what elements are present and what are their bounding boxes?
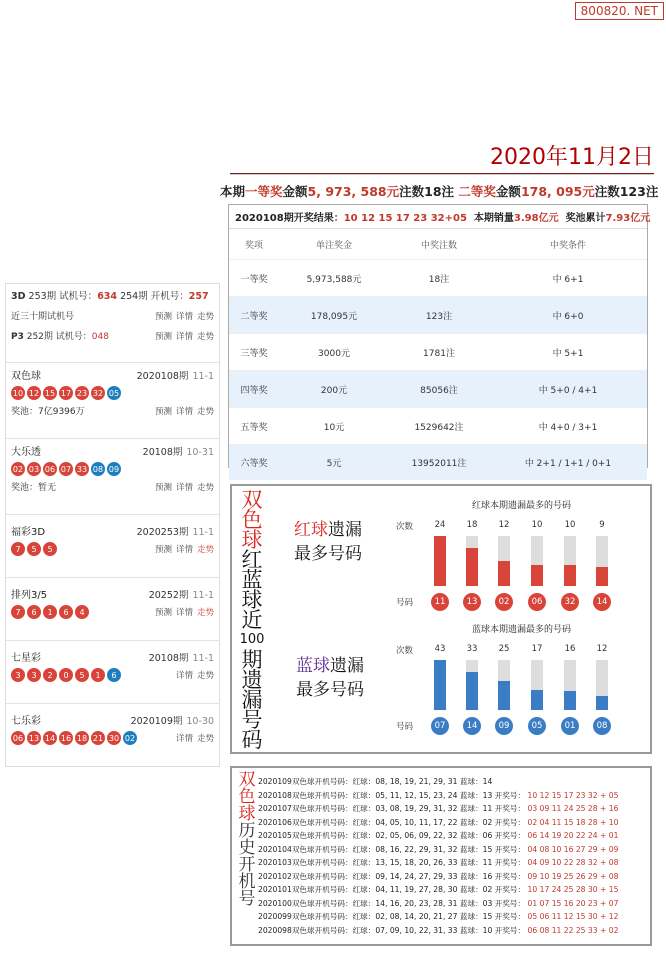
miss-chart-panel [230,484,652,754]
red-miss-label: 红球遗漏 最多号码 [294,520,362,564]
section-fc3d: 福彩3D 2020253期 11-1 7 5 5 预测 详情 走势 [6,515,219,578]
number-label: 号码 [396,598,414,608]
link-detail[interactable]: 详情 [175,545,193,555]
blue-miss-label: 蓝球遗漏 最多号码 [296,656,364,700]
red-ball: 18 [75,731,89,745]
link-detail[interactable]: 详情 [175,734,193,744]
link-predict[interactable]: 预测 [154,406,172,417]
red-bar [531,565,543,586]
section-pl35: 排列3/5 20252期 11-1 7 6 1 6 4 预测 详情 走势 [6,578,219,641]
red-ball: 6 [27,605,41,619]
link-trend[interactable]: 走势 [196,406,214,417]
red-ball: 23 [75,386,89,400]
section-3d [6,284,219,363]
red-ball: 03 [27,462,41,476]
red-ball: 5 [43,542,57,556]
history-row: 2020105双色球开机号码：红球：02, 05, 06, 09, 22, 32 蓝球：06 开奖号： 06 14 19 20 22 24 + 01 [258,831,619,840]
history-row: 2020107双色球开机号码：红球：03, 08, 19, 29, 31, 32 蓝球：11 开奖号： 03 09 11 24 25 28 + 16 [258,804,619,813]
blue-count-label: 12 [596,644,608,654]
pl35-balls [11,605,89,619]
miss-vertical-title: 双 色 球 红 蓝 球 近 100 期 遗 漏 号 码 [239,488,265,752]
watermark: 800820. NET [575,2,664,20]
blue-bar [596,696,608,710]
dlt-balls [11,462,214,476]
divider [230,174,654,175]
red-bar [434,536,446,586]
blue-ball: 6 [107,668,121,682]
link-trend[interactable]: 走势 [196,331,214,342]
red-ball: 16 [59,731,73,745]
red-ball: 11 [431,593,449,611]
prize-table [228,204,651,469]
lottery-name[interactable]: 排列3/5 [11,590,48,601]
red-ball: 06 [43,462,57,476]
blue-ball: 09 [107,462,121,476]
pool-text: 奖池：暂无 [11,483,57,493]
blue-ball: 08 [91,462,105,476]
red-ball: 15 [43,386,57,400]
history-row: 2020106双色球开机号码：红球：04, 05, 10, 11, 17, 22 蓝球：02 开奖号： 02 04 11 15 18 28 + 10 [258,817,619,827]
history-row: 2020098双色球开机号码：红球：07, 09, 10, 22, 31, 33 蓝球：10 开奖号： 06 08 11 22 25 33 + 02 [258,925,619,935]
history-vertical-title: 双 色 球 历 史 开 机 号 [238,770,256,909]
red-bar [466,548,478,586]
table-header: 奖项 单注奖金 中奖注数 中奖条件 [229,229,647,260]
blue-ball: 01 [561,717,579,735]
3d-sub-label: 近三十期试机号 [11,312,75,322]
link-trend[interactable]: 走势 [196,311,214,322]
number-label: 号码 [396,722,414,732]
red-ball: 13 [27,731,41,745]
history-row: 2020100双色球开机号码：红球：14, 16, 20, 23, 28, 31 蓝球：03 开奖号： 01 07 15 16 20 23 + 07 [258,898,619,908]
history-row: 2020103双色球开机号码：红球：13, 15, 18, 20, 26, 33 蓝球：11 开奖号： 04 09 10 22 28 32 + 08 [258,858,619,867]
table-row: 五等奖 10元 1529642注 中 4+0 / 3+1 [229,408,647,445]
table-row: 六等奖 5元 13952011注 中 2+1 / 1+1 / 0+1 [229,445,647,480]
link-predict[interactable]: 预测 [154,482,172,493]
link-detail[interactable]: 详情 [175,671,193,681]
blue-bar [498,681,510,710]
blue-ball: 05 [528,717,546,735]
blue-ball: 14 [463,717,481,735]
blue-chart-title: 蓝球本期遗漏最多的号码 [472,625,572,635]
red-ball: 14 [593,593,611,611]
history-row: 2020108双色球开机号码：红球：05, 11, 12, 15, 23, 24 蓝球：13 开奖号： 10 12 15 17 23 32 + 05 [258,790,619,800]
red-ball: 12 [27,386,41,400]
pool-text: 奖池：7亿9396万 [11,407,85,417]
lottery-name[interactable]: 七星彩 [11,653,41,664]
blue-ball: 05 [107,386,121,400]
prize-summary: 本期一等奖金额5, 973, 588元注数18注 二等奖金额178, 095元注数123注 [220,184,659,199]
red-ball: 6 [59,605,73,619]
draw-result-header: 2020108期开奖结果：10 12 15 17 23 32+05 本期销量3.98亿元 奖池累计7.93亿元 [229,205,647,229]
red-ball: 32 [91,386,105,400]
red-count-label: 10 [531,520,543,530]
red-ball: 3 [27,668,41,682]
section-dlt: 大乐透 20108期 10-31 02 03 06 07 33 08 09 奖池：暂无 预测 详情 走势 [6,439,219,515]
lottery-name[interactable]: 双色球 [11,371,41,382]
lottery-name[interactable]: 七乐彩 [11,716,41,727]
ssq-balls [11,386,214,400]
red-ball: 17 [59,386,73,400]
fc3d-balls [11,542,57,556]
qlc-balls [11,731,137,745]
red-ball: 3 [11,668,25,682]
history-row: 2020104双色球开机号码：红球：08, 16, 22, 29, 31, 32 蓝球：15 开奖号： 04 08 10 16 27 29 + 09 [258,844,619,854]
history-row: 2020102双色球开机号码：红球：09, 14, 24, 27, 29, 33 蓝球：16 开奖号： 09 10 19 25 26 29 + 08 [258,871,619,881]
blue-count-label: 25 [498,644,510,654]
link-detail[interactable]: 详情 [175,311,193,322]
history-panel [230,766,652,946]
blue-bar [564,691,576,710]
link-detail[interactable]: 详情 [175,406,193,417]
blue-ball: 09 [495,717,513,735]
red-ball: 07 [59,462,73,476]
red-ball: 32 [561,593,579,611]
table-row: 一等奖 5,973,588元 18注 中 6+1 [229,260,647,297]
red-ball: 7 [11,605,25,619]
red-count-label: 24 [434,520,446,530]
lottery-name[interactable]: 大乐透 [11,447,41,458]
blue-bar [466,672,478,710]
red-bar [596,567,608,586]
red-ball: 5 [27,542,41,556]
red-ball: 06 [11,731,25,745]
section-qxc: 七星彩 20108期 11-1 3 3 2 0 5 1 6 详情 走势 [6,641,219,704]
blue-ball: 08 [593,717,611,735]
red-ball: 1 [91,668,105,682]
red-ball: 13 [463,593,481,611]
blue-bar [434,660,446,710]
red-ball: 1 [43,605,57,619]
qxc-balls [11,668,121,682]
3d-trial-line: 3D 253期 试机号：634 254期 开机号：257 [11,291,209,302]
red-ball: 30 [107,731,121,745]
link-trend[interactable]: 走势 [196,545,214,555]
red-ball: 5 [75,668,89,682]
table-row: 三等奖 3000元 1781注 中 5+1 [229,334,647,371]
red-count-label: 18 [466,520,478,530]
red-bar [498,561,510,586]
blue-ball: 07 [431,717,449,735]
red-bar [564,565,576,586]
history-row: 2020099双色球开机号码：红球：02, 08, 14, 20, 21, 27 蓝球：15 开奖号： 05 06 11 12 15 30 + 12 [258,912,619,921]
blue-ball: 02 [123,731,137,745]
link-trend[interactable]: 走势 [196,482,214,493]
count-label: 次数 [396,646,414,656]
red-ball: 02 [11,462,25,476]
red-ball: 02 [495,593,513,611]
section-ssq: 双色球 2020108期 11-1 10 12 15 17 23 32 05 奖池：7亿9396万 预测 详情 走势 [6,363,219,439]
red-ball: 14 [43,731,57,745]
red-ball: 2 [43,668,57,682]
red-ball: 10 [11,386,25,400]
red-ball: 06 [528,593,546,611]
red-ball: 33 [75,462,89,476]
red-ball: 21 [91,731,105,745]
blue-count-label: 43 [434,644,446,654]
blue-count-label: 33 [466,644,478,654]
count-label: 次数 [396,522,414,532]
lottery-name[interactable]: 福彩3D [11,527,46,538]
link-predict[interactable]: 预测 [154,545,172,555]
red-count-label: 10 [564,520,576,530]
link-predict[interactable]: 预测 [154,608,172,618]
link-predict[interactable]: 预测 [154,331,172,342]
red-count-label: 12 [498,520,510,530]
blue-count-label: 16 [564,644,576,654]
p3-trial-line: P3 252期 试机号：048 [11,332,109,342]
link-detail[interactable]: 详情 [175,482,193,493]
red-ball: 0 [59,668,73,682]
red-count-label: 9 [599,520,605,530]
link-predict[interactable]: 预测 [154,311,172,322]
red-ball: 4 [75,605,89,619]
table-row: 四等奖 200元 85056注 中 5+0 / 4+1 [229,371,647,408]
link-detail[interactable]: 详情 [175,608,193,618]
link-trend[interactable]: 走势 [196,608,214,618]
lottery-sidebar [5,283,220,767]
blue-count-label: 17 [531,644,543,654]
red-chart-title: 红球本期遗漏最多的号码 [472,501,572,511]
table-row: 二等奖 178,095元 123注 中 6+0 [229,297,647,334]
blue-bar [531,690,543,710]
history-row: 2020109双色球开机号码：红球：08, 18, 19, 21, 29, 31 蓝球：14 [258,777,493,786]
link-trend[interactable]: 走势 [196,734,214,744]
red-ball: 7 [11,542,25,556]
history-row: 2020101双色球开机号码：红球：04, 11, 19, 27, 28, 30 蓝球：02 开奖号： 10 17 24 25 28 30 + 15 [258,885,619,894]
section-qlc: 七乐彩 2020109期 10-30 06 13 14 16 18 21 30 02 详情 走势 [6,704,219,760]
link-detail[interactable]: 详情 [175,331,193,342]
page-date: 2020年11月2日 [230,140,654,175]
link-trend[interactable]: 走势 [196,671,214,681]
